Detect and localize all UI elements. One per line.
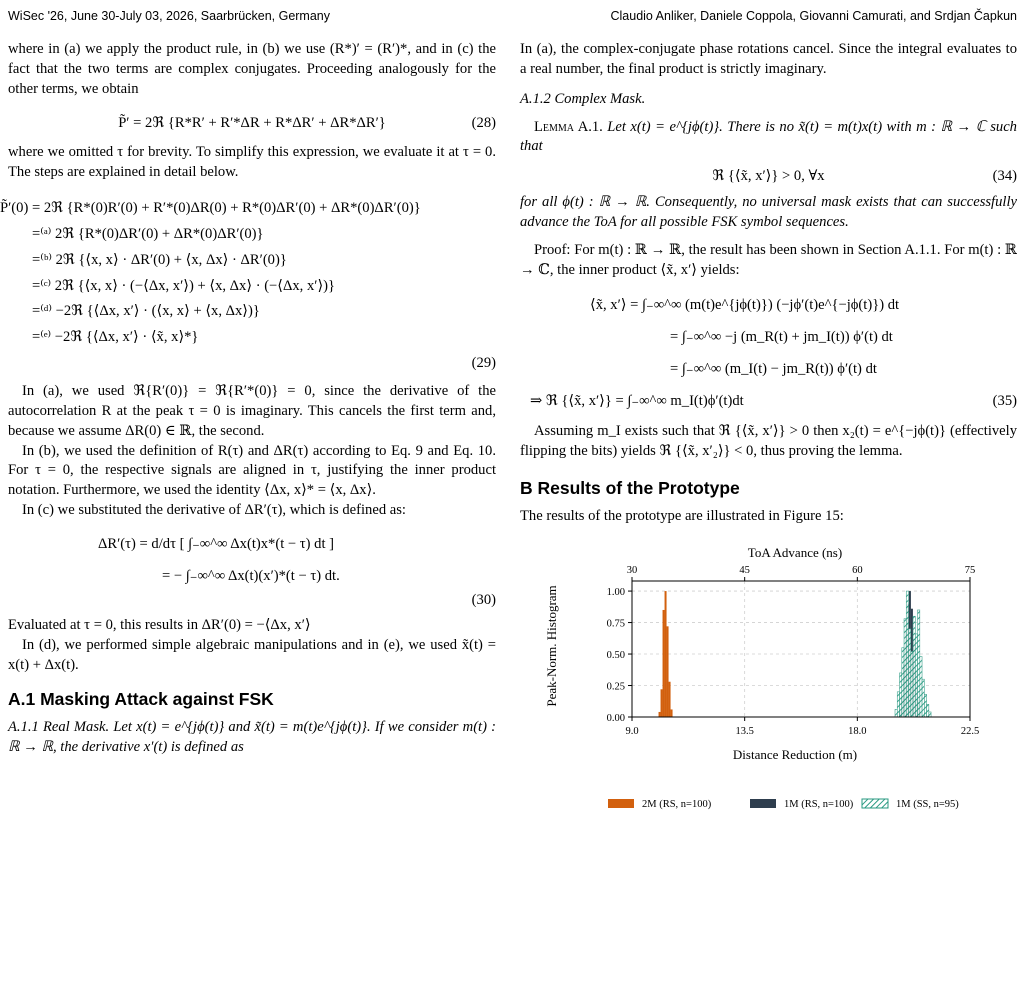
paragraph: Evaluated at τ = 0, this results in ΔR′(0) = −⟨Δx, x′⟩ [8, 617, 311, 634]
histogram-bar [922, 679, 924, 717]
legend-swatch [750, 799, 776, 808]
running-header-left: WiSec '26, June 30-July 03, 2026, Saarbrücken, Germany [8, 9, 330, 23]
histogram-bar [911, 652, 913, 717]
right-column [520, 40, 1017, 871]
equation-row: = ∫₋∞^∞ −j (m_R(t) + jm_I(t)) ϕ′(t) dt [670, 329, 893, 346]
lemma [520, 118, 1017, 158]
histogram-bar [671, 709, 673, 717]
paragraph: In (c) we substituted the derivative of ΔR′(τ), which is defined as: [22, 502, 406, 519]
legend [608, 799, 959, 810]
top-tick-label: 75 [964, 564, 976, 576]
equation-row: = − ∫₋∞^∞ Δx(t)(x′)*(t − τ) dt. [162, 567, 340, 584]
y-tick-label: 0.25 [606, 681, 625, 693]
paragraph: where in (a) we apply the product rule, in (b) we use (R*)′ = (R′)*, and in (c) the fact that the two terms are complex conjugates. Proceeding analogously for the other terms, we obtain [8, 41, 496, 97]
running-header-right: Claudio Anliker, Daniele Coppola, Giovanni Camurati, and Srdjan Čapkun [610, 9, 1017, 23]
histogram-bar [913, 616, 915, 717]
histogram-bar [897, 692, 899, 717]
histogram-bar [927, 704, 929, 717]
section-heading: A.1 Masking Attack against FSK [8, 688, 274, 709]
equation-row: =⁽ᵉ⁾ −2ℜ {⟨Δx, x′⟩ · ⟨x̃, x⟩*} [32, 329, 199, 346]
legend-swatch [862, 799, 888, 808]
equation-row: =⁽ᵃ⁾ 2ℜ {R*(0)ΔR′(0) + ΔR*(0)ΔR′(0)} [32, 225, 264, 242]
histogram-bar [667, 626, 669, 717]
equation-row: ⇒ ℜ {⟨x̃, x′⟩} = ∫₋∞^∞ m_I(t)ϕ′(t)dt [530, 392, 744, 409]
histogram-bar [918, 610, 920, 717]
paragraph: In (b), we used the definition of R(τ) and ΔR(τ) according to Eq. 9 and Eq. 10. For τ = 0, the respective signals are aligned in τ, justifying the inner product notation. Furthermore, we used the identity ⟨Δx, x⟩* = ⟨x, Δx⟩. [8, 442, 496, 499]
legend-label: 2M (RS, n=100) [642, 798, 712, 810]
equation-number: (28) [471, 114, 496, 131]
x-axis-label: Distance Reduction (m) [732, 746, 858, 762]
histogram-bar [909, 629, 911, 717]
histogram-bar [920, 657, 922, 717]
top-tick-label: 30 [626, 564, 638, 576]
legend-label: 1M (SS, n=95) [896, 798, 959, 810]
x-tick-label: 22.5 [960, 725, 980, 737]
equation-34 [520, 167, 1017, 187]
section-heading: B Results of the Prototype [520, 478, 740, 499]
equation-number: (30) [471, 591, 496, 608]
equation-row: P̃′(0) = 2ℜ {R*(0)R′(0) + R′*(0)ΔR(0) + R*(0)ΔR′(0) + ΔR*(0)ΔR′(0)} [0, 200, 421, 217]
histogram-bar [906, 591, 908, 717]
equation-28 [8, 114, 496, 134]
lemma-continued: for all ϕ(t) : ℝ → ℝ. Consequently, no universal mask exists that can successfully advance the ToA for all possible FSK symbol sequences. [520, 194, 1017, 230]
y-tick-label: 0.75 [606, 618, 625, 630]
histogram-bar [659, 712, 661, 717]
y-tick-label: 0.50 [606, 650, 625, 662]
histogram-bar [895, 709, 897, 717]
histogram-bar [924, 694, 926, 717]
histogram-bar [929, 712, 931, 717]
histogram-bar [915, 634, 917, 717]
x-tick-label: 9.0 [625, 725, 639, 737]
y-tick-label: 1.00 [606, 587, 625, 599]
equation-row: = ∫₋∞^∞ (m_I(t) − jm_R(t)) ϕ′(t) dt [670, 361, 877, 378]
legend-swatch [608, 799, 634, 808]
top-axis-label: ToA Advance (ns) [747, 544, 843, 560]
histogram-bar [669, 682, 671, 717]
top-tick-label: 45 [739, 564, 750, 576]
histogram-bar [902, 648, 904, 717]
equation-row: =⁽ᵈ⁾ −2ℜ {⟨Δx, x′⟩ · (⟨x, x⟩ + ⟨x, Δx⟩)} [32, 303, 260, 320]
equation-number: (34) [992, 168, 1017, 185]
top-tick-label: 60 [852, 564, 863, 576]
paragraph: Assuming m_I exists such that ℜ {⟨x̃, x′⟩} > 0 then x₂(t) = e^{−jϕ(t)} (effectively flipping the bits) yields ℜ {⟨x̃, x′₂⟩} < 0, thus proving the lemma. [520, 422, 1017, 459]
x-tick-label: 18.0 [848, 725, 867, 737]
equation-number: (29) [471, 355, 496, 372]
histogram-bar [661, 689, 663, 717]
y-axis-label: Peak-Norm. Histogram [544, 585, 559, 707]
paragraph: In (a), we used ℜ{R′(0)} = ℜ{R′*(0)} = 0, since the derivative of the autocorrelation R at the peak τ = 0 is imaginary. This cancels the first term and, because we assume ΔR(0) ∈ ℝ, the second. [8, 382, 496, 439]
paragraph: In (a), the complex-conjugate phase rotations cancel. Since the integral evaluates to a real number, the final product is strictly imaginary. [520, 41, 1017, 77]
equation-29 [0, 199, 496, 374]
equation-body: P̃′ = 2ℜ {R*R′ + R′*ΔR + R*ΔR′ + ΔR*ΔR′} [118, 114, 386, 131]
lemma-label: Lemma A.1. [534, 118, 603, 135]
left-column [0, 40, 496, 757]
equation-row: ΔR′(τ) = d/dτ [ ∫₋∞^∞ Δx(t)x*(t − τ) dt ] [98, 535, 335, 552]
histogram-bar [900, 673, 902, 717]
x-tick-label: 13.5 [735, 725, 754, 737]
equation-row: ⟨x̃, x′⟩ = ∫₋∞^∞ (m(t)e^{jϕ(t)}) (−jϕ′(t)e^{−jϕ(t)}) dt [590, 297, 900, 314]
equation-row: =⁽ᵇ⁾ 2ℜ {⟨x, x⟩ · ΔR′(0) + ⟨x, Δx⟩ · ΔR′(0)} [32, 251, 287, 268]
subsection-heading: A.1.2 Complex Mask. [520, 90, 646, 107]
histogram-bar [904, 619, 906, 717]
histogram-bar [663, 610, 665, 717]
equation-row: =⁽ᶜ⁾ 2ℜ {⟨x, x⟩ · (−⟨Δx, x′⟩) + ⟨x, Δx⟩ · (−⟨Δx, x′⟩)} [32, 277, 336, 294]
equation-number: (35) [992, 392, 1017, 409]
paragraph: The results of the prototype are illustrated in Figure 15: [520, 508, 844, 525]
y-tick-label: 0.00 [606, 712, 625, 724]
figure-histogram [520, 541, 1017, 871]
equation-30 [98, 535, 496, 587]
paragraph: A.1.1 Real Mask. Let x(t) = e^{jϕ(t)} and x̃(t) = m(t)e^{jϕ(t)}. If we consider m(t) : ℝ → ℝ, the derivative x′(t) is defined as [8, 718, 496, 755]
proof-paragraph: Proof: For m(t) : ℝ → ℝ, the result has been shown in Section A.1.1. For m(t) : ℝ → ℂ, the inner product ⟨x̃, x′⟩ yields: [520, 241, 1017, 278]
paragraph: In (d), we performed simple algebraic manipulations and in (e), we used x̃(t) = x(t) + Δx(t). [8, 637, 496, 674]
paragraph: where we omitted τ for brevity. To simplify this expression, we evaluate it at τ = 0. The steps are explained in detail below. [8, 144, 496, 181]
equation-body: ℜ {⟨x̃, x′⟩} > 0, ∀x [712, 168, 825, 185]
legend-label: 1M (RS, n=100) [784, 798, 854, 810]
histogram-chart [520, 541, 1017, 871]
lemma-text: Let x(t) = e^{jϕ(t)}. There is no x̃(t) = m(t)x(t) with m : ℝ → ℂ such that [520, 118, 1017, 155]
histogram-bar [665, 591, 667, 717]
